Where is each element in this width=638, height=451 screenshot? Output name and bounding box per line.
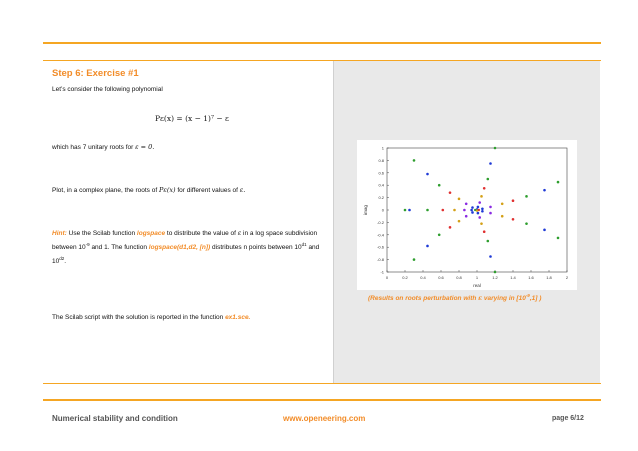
- hint-exp-1: -9: [85, 242, 90, 247]
- page-number: page 6/12: [552, 415, 584, 422]
- script-pre: The Scilab script with the solution is reported in the function: [52, 314, 226, 321]
- data-point: [478, 216, 481, 219]
- x-tick-label: 1: [475, 275, 479, 280]
- hint-function-signature: logspace(d1,d2, [n]): [148, 244, 211, 252]
- hint-exp-2: d1: [301, 242, 307, 247]
- hint-text-7: .: [64, 258, 67, 266]
- data-point: [477, 206, 480, 209]
- x-axis-label: real: [473, 283, 481, 288]
- roots-text: [52, 143, 154, 151]
- plot-pre: Plot, in a complex plane, the roots of: [52, 187, 159, 194]
- hint-text-4: and 1. The function: [89, 244, 149, 252]
- y-tick-label: 0.6: [378, 170, 384, 176]
- data-point: [408, 209, 411, 212]
- data-point: [471, 206, 474, 209]
- data-point: [487, 178, 490, 181]
- data-point: [442, 209, 445, 212]
- y-tick-label: 0.8: [378, 157, 384, 163]
- roots-chart: [357, 140, 577, 290]
- data-point: [481, 207, 484, 210]
- polynomial-formula: Pε(x) = (x − 1)⁷ − ε: [155, 114, 229, 123]
- data-point: [525, 195, 528, 198]
- data-point: [477, 212, 480, 215]
- x-tick-label: 0.6: [438, 275, 444, 280]
- data-point: [476, 209, 478, 211]
- y-axis-label: imag: [363, 205, 368, 215]
- footer-website-link[interactable]: www.openeering.com: [283, 414, 366, 423]
- data-point: [471, 211, 474, 214]
- data-point: [426, 173, 429, 176]
- hint-text-5: distributes n points between 10: [210, 244, 302, 252]
- y-tick-label: 1: [381, 145, 384, 151]
- data-point: [557, 237, 560, 240]
- data-point: [465, 203, 468, 206]
- caption-eps: ε: [478, 294, 483, 303]
- data-point: [426, 245, 429, 248]
- data-point: [543, 189, 546, 192]
- x-tick-label: 1.4: [510, 275, 516, 280]
- data-point: [404, 209, 407, 212]
- caption-pre: (Results on roots perturbation with: [368, 295, 479, 303]
- data-point: [458, 220, 461, 223]
- data-point: [465, 215, 468, 218]
- data-point: [449, 226, 452, 229]
- hint-text-1: Use the Scilab function: [66, 230, 137, 237]
- x-tick-label: 0.8: [456, 275, 462, 280]
- data-point: [480, 222, 483, 225]
- data-point: [489, 206, 492, 209]
- data-point: [438, 234, 441, 237]
- y-tick-label: 0.4: [378, 182, 384, 188]
- roots-scatter-plot: [357, 140, 577, 290]
- caption-mid: varying in [10: [482, 295, 526, 303]
- y-tick-label: -0.8: [377, 257, 384, 263]
- page-title: Step 6: Exercise #1: [52, 68, 139, 79]
- hint-text-6: and 10: [52, 244, 320, 266]
- script-filename: ex1.sce.: [225, 314, 251, 321]
- plot-math: Pε(x): [158, 186, 176, 194]
- y-tick-label: -1: [380, 269, 384, 275]
- data-point: [489, 212, 492, 215]
- plot-instruction: [52, 186, 245, 194]
- data-point: [453, 209, 456, 212]
- data-point: [557, 181, 560, 184]
- data-point: [525, 222, 528, 225]
- plot-eps: ε.: [239, 186, 246, 194]
- data-point: [413, 258, 416, 261]
- data-point: [483, 230, 486, 233]
- data-point: [489, 162, 492, 165]
- x-tick-label: 1.8: [546, 275, 552, 280]
- data-point: [501, 215, 504, 218]
- data-point: [512, 218, 515, 221]
- roots-math: ε = 0.: [135, 143, 155, 151]
- data-point: [438, 184, 441, 187]
- script-reference: [52, 314, 250, 321]
- data-point: [483, 187, 486, 190]
- hint-function-logspace: logspace: [136, 230, 166, 237]
- x-tick-label: 1.6: [528, 275, 534, 280]
- data-point: [463, 209, 466, 212]
- roots-text-pre: which has 7 unitary roots for: [52, 144, 136, 151]
- data-point: [449, 191, 452, 194]
- data-point: [494, 147, 497, 150]
- hint-exp-3: d2: [59, 256, 65, 262]
- intro-text: Let’s consider the following polynomial: [52, 86, 163, 93]
- y-tick-label: 0: [381, 207, 384, 213]
- data-point: [458, 198, 461, 201]
- hint-text-2: to distribute the value of: [165, 230, 238, 237]
- x-tick-label: 1.2: [492, 275, 498, 280]
- y-tick-label: -0.4: [377, 232, 384, 238]
- data-point: [470, 209, 473, 212]
- caption-post: ,1] ): [529, 295, 542, 303]
- chart-caption: [368, 293, 541, 302]
- x-tick-label: 0: [385, 275, 389, 280]
- y-tick-label: 0.2: [378, 195, 384, 201]
- data-point: [543, 229, 546, 232]
- footer-rule: [43, 399, 601, 401]
- data-point: [413, 159, 416, 162]
- footer-rule-thin: [43, 383, 601, 384]
- footer-title: Numerical stability and condition: [52, 414, 178, 423]
- data-point: [489, 255, 492, 258]
- data-point: [501, 203, 504, 206]
- x-tick-label: 2: [565, 275, 569, 280]
- data-point: [487, 240, 490, 243]
- column-divider: [333, 61, 334, 383]
- y-tick-label: -0.2: [377, 219, 384, 225]
- data-point: [426, 209, 429, 212]
- hint-eps: ε: [237, 229, 242, 237]
- hint-text-3: in a log space subdivision between 10: [52, 230, 318, 252]
- header-rule: [43, 42, 601, 44]
- plot-mid: for different values of: [175, 187, 240, 194]
- data-point: [512, 199, 515, 202]
- hint-label: Hint:: [52, 230, 67, 237]
- data-point: [481, 210, 484, 213]
- hint-paragraph: [52, 228, 322, 267]
- x-tick-label: 0.2: [402, 275, 408, 280]
- caption-exp: -9: [525, 293, 530, 298]
- data-point: [494, 271, 497, 274]
- y-tick-label: -0.6: [377, 244, 384, 250]
- data-point: [478, 201, 481, 204]
- data-point: [480, 195, 483, 198]
- x-tick-label: 0.4: [420, 275, 426, 280]
